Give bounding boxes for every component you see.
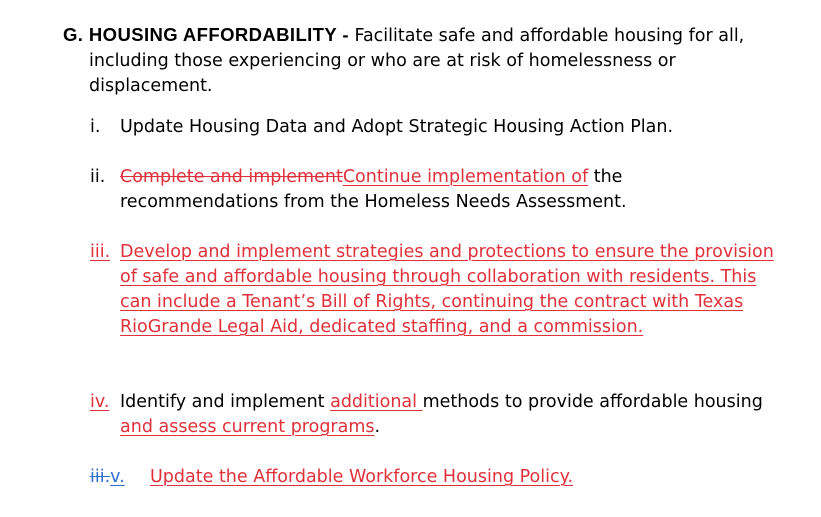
section-title: HOUSING AFFORDABILITY - [88, 24, 349, 45]
item-text [120, 390, 783, 440]
list-item-v [63, 465, 783, 490]
item-number: iii. [90, 242, 111, 262]
housing-affordability-section [63, 22, 803, 487]
tracked-insertion: Update the Affordable Workforce Housing Policy. [150, 467, 574, 487]
item-text [120, 240, 783, 340]
item-text [150, 465, 783, 490]
item-number: iv. [90, 392, 110, 412]
item-text-after: the recommendations from the Homeless Needs Assessment. [120, 167, 627, 212]
item-number: i. [90, 117, 101, 137]
item-text-before: Identify and implement [120, 392, 331, 412]
item-number: ii. [90, 167, 106, 187]
tracked-deletion: Complete and implement [120, 167, 343, 187]
list-item-i [63, 115, 783, 140]
list-item-iv [63, 390, 783, 440]
tracked-insertion: additional [330, 392, 423, 412]
item-text [120, 165, 783, 215]
list-item-ii [63, 165, 783, 215]
number-deletion: iii. [90, 467, 111, 487]
item-text-end: . [374, 417, 381, 437]
list-item-iii [63, 240, 783, 340]
section-letter: G. [63, 24, 84, 45]
section-heading [63, 22, 803, 99]
tracked-insertion: and assess current programs [120, 417, 375, 437]
tracked-insertion: Continue implementation of [342, 167, 589, 187]
section-description: Facilitate safe and affordable housing for all, including those experiencing or who are at risk of homelessness or displacement. [89, 26, 745, 96]
number-insertion: v. [110, 467, 125, 487]
item-text-middle: methods to provide affordable housing [422, 392, 763, 412]
item-number [90, 465, 125, 490]
tracked-insertion: Develop and implement strategies and protections to ensure the provision of safe and affordable housing through collaboration with residents. This can include a Tenant’s Bill of Rights, continuing the contract with Texas RioGrande Legal Aid, dedicated staffing, and a commission. [120, 242, 774, 337]
item-text: Update Housing Data and Adopt Strategic Housing Action Plan. [120, 117, 674, 137]
